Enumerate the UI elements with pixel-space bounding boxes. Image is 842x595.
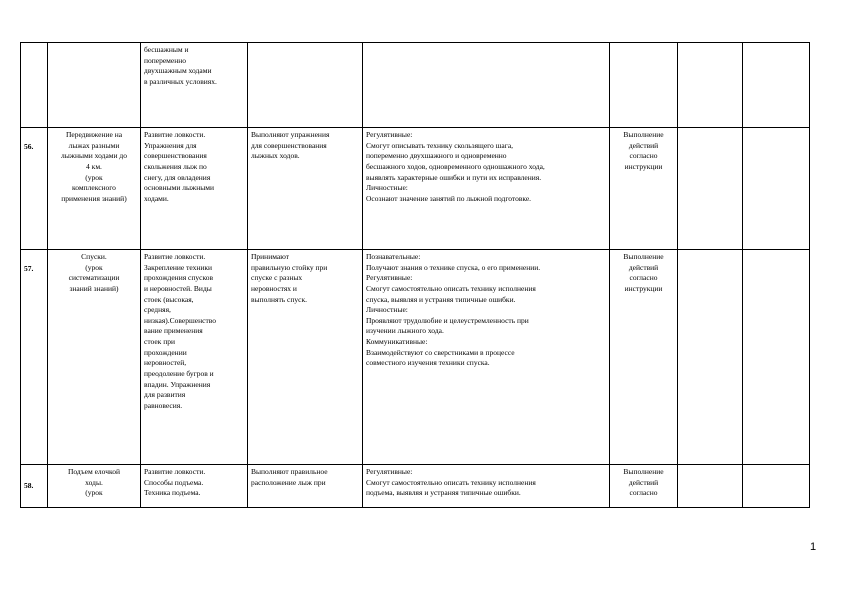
lesson-plan-table — [20, 42, 810, 508]
cell-text-line: стоек при — [144, 337, 175, 347]
cell-text-line: лыжных ходов. — [251, 151, 300, 161]
cell-text-line: бесшажного ходов, одновременного одношажного хода, — [366, 161, 545, 171]
activity-cell — [248, 128, 363, 250]
empty-cell — [678, 43, 743, 128]
table-row — [21, 43, 810, 128]
cell-text-line: неровностях и — [251, 283, 297, 293]
cell-text-line: ходами. — [144, 193, 169, 203]
cell-text-line: снегу, для овладения — [144, 172, 211, 182]
cell-text-line: выявлять характерные ошибки и пути их исправления. — [366, 172, 542, 182]
empty-cell — [743, 128, 810, 250]
empty-cell — [743, 465, 810, 508]
topic-cell — [48, 128, 141, 250]
lesson-number-cell — [21, 43, 48, 128]
cell-text-line: Смогут самостоятельно описать технику исполнения — [366, 477, 536, 487]
cell-text-line: инструкции — [624, 161, 663, 171]
cell-text-line: Познавательные: — [366, 252, 421, 261]
cell-text-line: Развитие ловкости. — [144, 252, 206, 261]
cell-text-line: Упражнения для — [144, 140, 197, 150]
empty-cell — [678, 128, 743, 250]
cell-text-line: выполнять спуск. — [251, 294, 307, 304]
cell-text-line: правильную стойку при — [251, 262, 328, 272]
cell-text-line: применения знаний) — [61, 193, 127, 203]
cell-text-line: Подъем елочкой — [67, 467, 121, 476]
cell-text-line: для совершенствования — [251, 140, 327, 150]
cell-text-line: спуска, выявляя и устраняя типичные ошибки. — [366, 294, 516, 304]
cell-text-line: неровностей, — [144, 358, 187, 368]
cell-text-line: (урок — [85, 172, 103, 182]
cell-text-line: впадин. Упражнения — [144, 379, 211, 389]
table-row — [21, 128, 810, 250]
cell-text-line: Регулятивные: — [366, 467, 413, 476]
cell-text-line: преодоление бугров и — [144, 369, 214, 379]
cell-text-line: прохождения спусков — [144, 273, 214, 283]
cell-text-line: расположение лыж при — [251, 477, 326, 487]
uud-cell — [363, 128, 610, 250]
cell-text-line: средняя, — [144, 305, 171, 315]
cell-text-line: Коммуникативные: — [366, 337, 428, 347]
empty-cell — [743, 250, 810, 465]
table-row — [21, 250, 810, 465]
control-cell — [610, 250, 678, 465]
lesson-number-cell: 57. — [21, 250, 48, 465]
page-number: 1 — [810, 541, 817, 553]
content-cell — [141, 43, 248, 128]
cell-text-line: Осознают значение занятий по лыжной подготовке. — [366, 193, 532, 203]
cell-text-line: Выполнение — [623, 130, 664, 139]
cell-text-line: лыжными ходами до — [61, 151, 127, 161]
content-cell — [141, 250, 248, 465]
cell-text-line: скольжения лыж по — [144, 161, 207, 171]
cell-text-line: бесшажным и — [144, 45, 189, 54]
cell-text-line: Личностные: — [366, 305, 408, 315]
cell-text-line: спуске с разных — [251, 273, 303, 283]
cell-text-line: Принимают — [251, 252, 290, 261]
table-row — [21, 465, 810, 508]
cell-text-line: вание применения — [144, 326, 203, 336]
cell-text-line: знаний знаний) — [69, 283, 119, 293]
cell-text-line: подъема, выявляя и устраняя типичные ошибки. — [366, 488, 521, 498]
activity-cell — [248, 250, 363, 465]
cell-text-line: согласно — [629, 273, 658, 283]
cell-text-line: Закрепление техники — [144, 262, 213, 272]
cell-text-line: Личностные: — [366, 183, 408, 193]
cell-text-line: изучении лыжного хода. — [366, 326, 444, 336]
cell-text-line: (урок — [85, 262, 103, 272]
cell-text-line: ходы. — [85, 477, 103, 487]
cell-text-line: для развития — [144, 390, 186, 400]
cell-text-line: Регулятивные: — [366, 130, 413, 139]
cell-text-line: совместного изучения техники спуска. — [366, 358, 490, 368]
lesson-number-cell: 58. — [21, 465, 48, 508]
content-cell — [141, 465, 248, 508]
cell-text-line: Регулятивные: — [366, 273, 413, 283]
cell-text-line: 4 км. — [86, 161, 102, 171]
cell-text-line: Выполняют правильное — [251, 467, 328, 476]
empty-cell — [678, 465, 743, 508]
cell-text-line: Проявляют трудолюбие и целеустремленность при — [366, 315, 529, 325]
cell-text-line: Передвижение на — [65, 130, 123, 139]
cell-text-line: инструкции — [624, 283, 663, 293]
cell-text-line: и неровностей. Виды — [144, 283, 212, 293]
cell-text-line: действий — [628, 262, 659, 272]
cell-text-line: Развитие ловкости. — [144, 130, 206, 139]
cell-text-line: (урок — [85, 488, 103, 498]
cell-text-line: Выполняют упражнения — [251, 130, 330, 139]
topic-cell — [48, 250, 141, 465]
control-cell — [610, 465, 678, 508]
cell-text-line: лыжах разными — [68, 140, 120, 150]
uud-cell — [363, 250, 610, 465]
empty-cell — [743, 43, 810, 128]
cell-text-line: Получают знания о технике спуска, о его применении. — [366, 262, 541, 272]
uud-cell — [363, 465, 610, 508]
cell-text-line: в различных условиях. — [144, 76, 217, 86]
cell-text-line: низкая).Совершенство — [144, 315, 216, 325]
cell-text-line: Способы подъема. — [144, 477, 204, 487]
topic-cell — [48, 43, 141, 128]
cell-text-line: Взаимодействуют со сверстниками в процессе — [366, 347, 515, 357]
cell-text-line: согласно — [629, 151, 658, 161]
cell-text-line: стоек (высокая, — [144, 294, 194, 304]
cell-text-line: согласно — [629, 488, 658, 498]
cell-text-line: Развитие ловкости. — [144, 467, 206, 476]
cell-text-line: Смогут самостоятельно описать технику исполнения — [366, 283, 536, 293]
uud-cell — [363, 43, 610, 128]
cell-text-line: основными лыжными — [144, 183, 215, 193]
cell-text-line: Выполнение — [623, 467, 664, 476]
activity-cell — [248, 43, 363, 128]
topic-cell — [48, 465, 141, 508]
control-cell — [610, 128, 678, 250]
empty-cell — [678, 250, 743, 465]
cell-text-line: Спуски. — [81, 252, 107, 261]
cell-text-line: равновесия. — [144, 400, 183, 410]
cell-text-line: Смогут описывать технику скользящего шага, — [366, 140, 514, 150]
cell-text-line: двухшажным ходами — [144, 66, 212, 76]
cell-text-line: Выполнение — [623, 252, 664, 261]
cell-text-line: попеременно — [144, 55, 187, 65]
cell-text-line: попеременно двухшажного и одновременно — [366, 151, 507, 161]
control-cell — [610, 43, 678, 128]
cell-text-line: действий — [628, 477, 659, 487]
content-cell — [141, 128, 248, 250]
cell-text-line: систематизации — [68, 273, 120, 283]
cell-text-line: комплексного — [72, 183, 116, 193]
cell-text-line: совершенствования — [144, 151, 207, 161]
activity-cell — [248, 465, 363, 508]
cell-text-line: Техника подъема. — [144, 488, 201, 498]
lesson-number-cell: 56. — [21, 128, 48, 250]
cell-text-line: прохождении — [144, 347, 187, 357]
cell-text-line: действий — [628, 140, 659, 150]
